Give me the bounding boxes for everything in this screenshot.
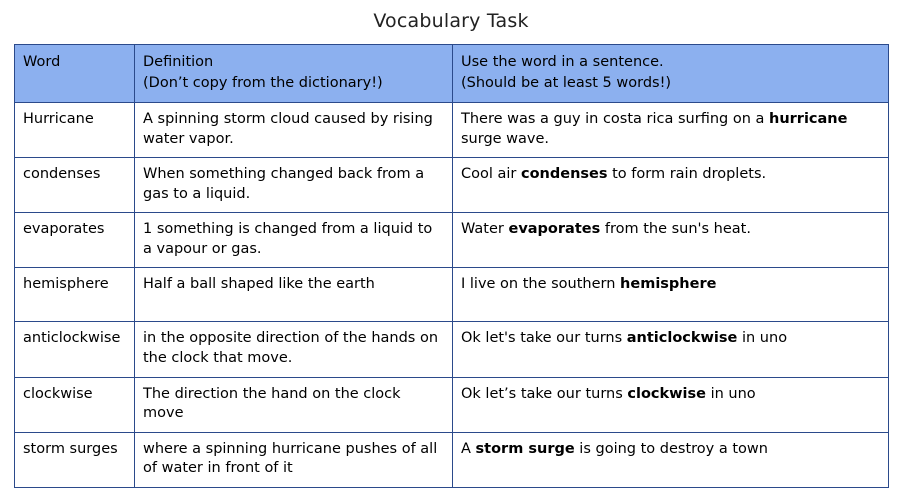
page-title: Vocabulary Task	[373, 10, 529, 32]
sentence-pre: There was a guy in costa rica surfing on a	[461, 111, 769, 128]
sentence-keyword: hemisphere	[620, 276, 717, 293]
sentence-pre: Cool air	[461, 166, 521, 183]
sentence-post: in uno	[737, 330, 788, 347]
cell-word: condenses	[15, 158, 135, 213]
cell-sentence	[453, 268, 889, 322]
column-header-definition-line2: (Don’t copy from the dictionary!)	[143, 75, 383, 92]
cell-sentence	[453, 213, 889, 268]
column-header-definition	[135, 45, 453, 103]
cell-sentence	[453, 322, 889, 377]
column-header-sentence-line2: (Should be at least 5 words!)	[461, 75, 672, 92]
table-row	[15, 377, 889, 432]
cell-sentence	[453, 158, 889, 213]
sentence-post: surge wave.	[461, 130, 550, 147]
cell-definition: where a spinning hurricane pushes of all of water in front of it	[135, 432, 453, 487]
cell-sentence	[453, 432, 889, 487]
sentence-keyword: storm surge	[475, 440, 575, 457]
sentence-pre: Ok let's take our turns	[461, 330, 627, 347]
cell-definition: in the opposite direction of the hands on the clock that move.	[135, 322, 453, 377]
sentence-post: is going to destroy a town	[574, 440, 768, 457]
cell-definition: 1 something is changed from a liquid to a vapour or gas.	[135, 213, 453, 268]
cell-word: evaporates	[15, 213, 135, 268]
sentence-pre: I live on the southern	[461, 276, 621, 293]
table-row	[15, 268, 889, 322]
table-row	[15, 158, 889, 213]
table-row	[15, 432, 889, 487]
column-header-sentence	[453, 45, 889, 103]
sentence-keyword: evaporates	[508, 221, 601, 238]
sentence-pre: Water	[461, 221, 509, 238]
column-header-sentence-line1: Use the word in a sentence.	[461, 54, 664, 70]
sentence-keyword: anticlockwise	[626, 330, 738, 347]
table-row	[15, 103, 889, 158]
cell-word: hemisphere	[15, 268, 135, 322]
sentence-pre: Ok let’s take our turns	[461, 385, 628, 402]
cell-definition: A spinning storm cloud caused by rising water vapor.	[135, 103, 453, 158]
cell-definition: Half a ball shaped like the earth	[135, 268, 453, 322]
vocabulary-table	[14, 44, 889, 488]
table-row	[15, 322, 889, 377]
sentence-keyword: clockwise	[627, 385, 706, 402]
cell-sentence	[453, 377, 889, 432]
cell-definition: The direction the hand on the clock move	[135, 377, 453, 432]
sentence-post: to form rain droplets.	[607, 166, 767, 183]
cell-definition: When something changed back from a gas to a liquid.	[135, 158, 453, 213]
column-header-word	[15, 45, 135, 103]
table-body	[15, 103, 889, 488]
sentence-post: from the sun's heat.	[600, 221, 751, 238]
cell-word: anticlockwise	[15, 322, 135, 377]
table-header-row	[15, 45, 889, 103]
vocabulary-table-wrapper	[14, 44, 888, 488]
cell-word: storm surges	[15, 432, 135, 487]
column-header-word-line1: Word	[23, 54, 61, 70]
cell-word: clockwise	[15, 377, 135, 432]
cell-word: Hurricane	[15, 103, 135, 158]
sentence-post: in uno	[705, 385, 756, 402]
sentence-pre: A	[461, 440, 476, 457]
table-row	[15, 213, 889, 268]
sentence-keyword: hurricane	[769, 111, 848, 128]
sentence-keyword: condenses	[521, 166, 608, 183]
column-header-definition-line1: Definition	[143, 54, 214, 70]
cell-sentence	[453, 103, 889, 158]
